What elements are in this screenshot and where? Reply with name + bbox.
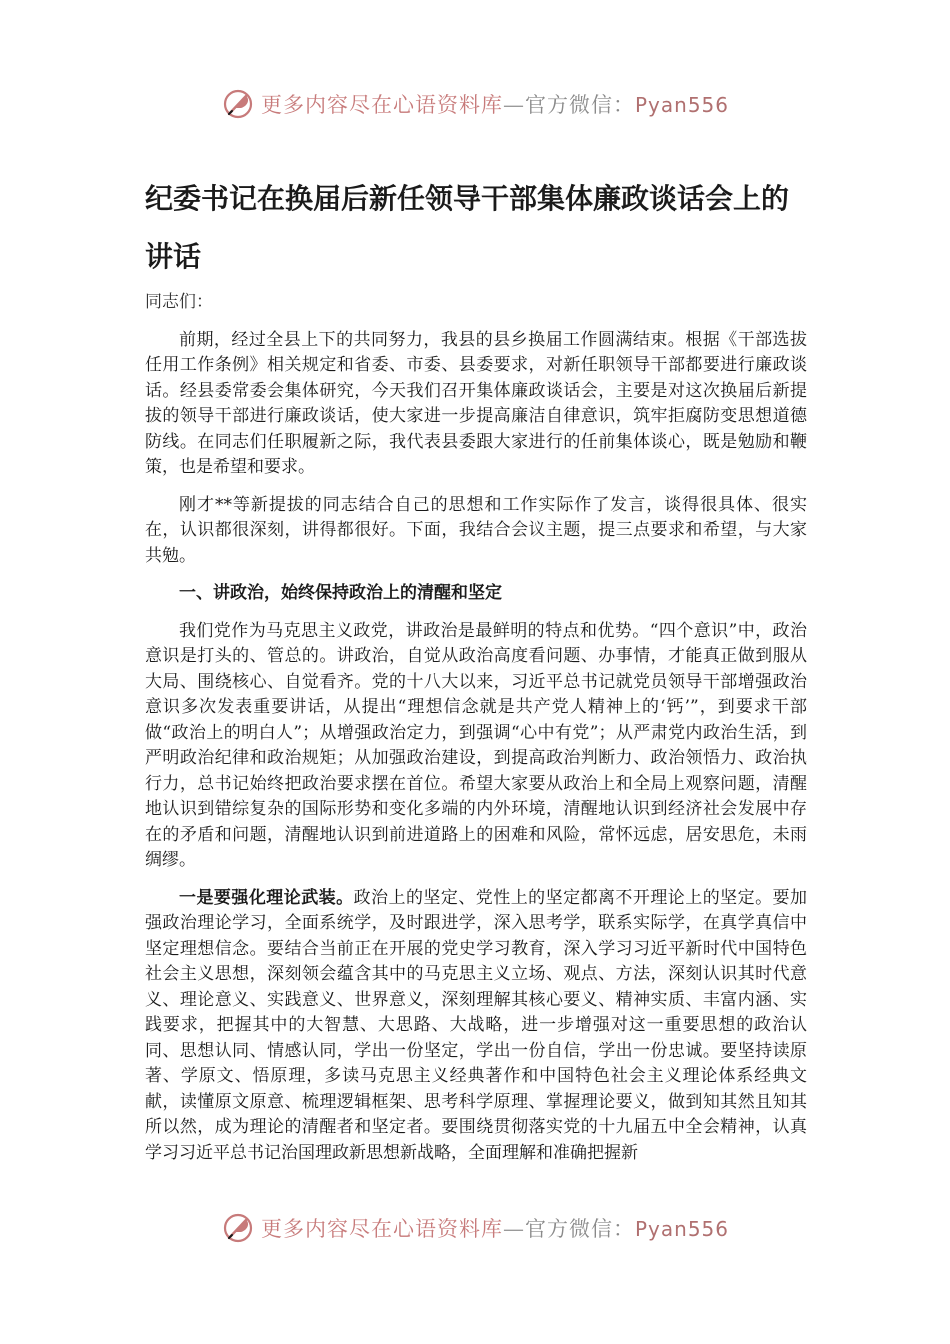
banner-content bbox=[221, 1211, 729, 1245]
paragraph-intro: 前期，经过全县上下的共同努力，我县的县乡换届工作圆满结束。根据《干部选拔任用工作条例》相关规定和省委、市委、县委要求，对新任职领导干部都要进行廉政谈话。经县委常委会集体研究，今天我们召开集体廉政谈话会，主要是对这次换届后新提拔的领导干部进行廉政谈话，使大家进一步提高廉洁自律意识，筑牢拒腐防变思想道德防线。在同志们任职履新之际，我代表县委跟大家进行的任前集体谈心，既是勉励和鞭策，也是希望和要求。 bbox=[145, 329, 807, 477]
paragraph-section-1: 我们党作为马克思主义政党，讲政治是最鲜明的特点和优势。“四个意识”中，政治意识是打头的、管总的。讲政治，自觉从政治高度看问题、办事情，才能真正做到服从大局、围绕核心、自觉看齐。党的十八大以来，习近平总书记就党员领导干部增强政治意识多次发表重要讲话，从提出“理想信念就是共产党人精神上的‘钙’”，到要求干部做“政治上的明白人”；从增强政治定力，到强调“心中有党”；从严肃党内政治生活，到严明政治纪律和政治规矩；从加强政治建设，到提高政治判断力、政治领悟力、政治执行力，总书记始终把政治要求摆在首位。希望大家要从政治上和全局上观察问题，清醒地认识到错综复杂的国际形势和变化多端的内外环境，清醒地认识到经济社会发展中存在的矛盾和问题，清醒地认识到前进道路上的困难和风险，常怀远虑，居安思危，未雨绸缪。 bbox=[145, 620, 807, 870]
quill-logo-icon bbox=[221, 1211, 255, 1245]
header-watermark-banner bbox=[0, 84, 950, 124]
section-heading-1: 一、讲政治，始终保持政治上的清醒和坚定 bbox=[179, 583, 502, 603]
banner-main-text: 更多内容尽在心语资料库 bbox=[260, 93, 503, 117]
banner-wechat-label: 官方微信： bbox=[524, 1217, 635, 1241]
paragraph-remarks: 刚才**等新提拔的同志结合自己的思想和工作实际作了发言，谈得很具体、很实在，认识都很深刻，讲得都很好。下面，我结合会议主题，提三点要求和希望，与大家共勉。 bbox=[145, 494, 807, 566]
banner-wechat-id: Pyan556 bbox=[634, 1217, 729, 1241]
banner-wechat-id: Pyan556 bbox=[634, 93, 729, 117]
footer-watermark-banner bbox=[0, 1208, 950, 1248]
salutation: 同志们： bbox=[145, 292, 213, 312]
document-title: 纪委书记在换届后新任领导干部集体廉政谈话会上的讲话 bbox=[145, 182, 790, 273]
banner-separator: — bbox=[502, 1217, 525, 1241]
point-1-lead: 一是要强化理论武装。 bbox=[179, 887, 354, 908]
paragraph-point-1 bbox=[145, 886, 807, 1167]
banner-content bbox=[221, 87, 729, 121]
point-1-body: 政治上的坚定、党性上的坚定都离不开理论上的坚定。要加强政治理论学习，全面系统学，及时跟进学，深入思考学，联系实际学，在真学真信中坚定理想信念。要结合当前正在开展的党史学习教育，深入学习习近平新时代中国特色社会主义思想，深刻领会蕴含其中的马克思主义立场、观点、方法，深刻认识其时代意义、理论意义、实践意义、世界意义，深刻理解其核心要义、精神实质、丰富内涵、实践要求，把握其中的大智慧、大思路、大战略，进一步增强对这一重要思想的政治认同、思想认同、情感认同，学出一份坚定，学出一份自信，学出一份忠诚。要坚持读原著、学原文、悟原理，多读马克思主义经典著作和中国特色社会主义理论体系经典文献，读懂原文原意、梳理逻辑框架、思考科学原理、掌握理论要义，做到知其然且知其所以然，成为理论的清醒者和坚定者。要围绕贯彻落实党的十九届五中全会精神，认真学习习近平总书记治国理政新思想新战略，全面理解和准确把握新 bbox=[145, 887, 808, 1163]
banner-text bbox=[261, 89, 729, 119]
banner-text bbox=[261, 1213, 729, 1243]
banner-wechat-label: 官方微信： bbox=[524, 93, 635, 117]
document-body bbox=[145, 170, 807, 1178]
quill-logo-icon bbox=[221, 87, 255, 121]
banner-main-text: 更多内容尽在心语资料库 bbox=[260, 1217, 503, 1241]
banner-separator: — bbox=[502, 93, 525, 117]
